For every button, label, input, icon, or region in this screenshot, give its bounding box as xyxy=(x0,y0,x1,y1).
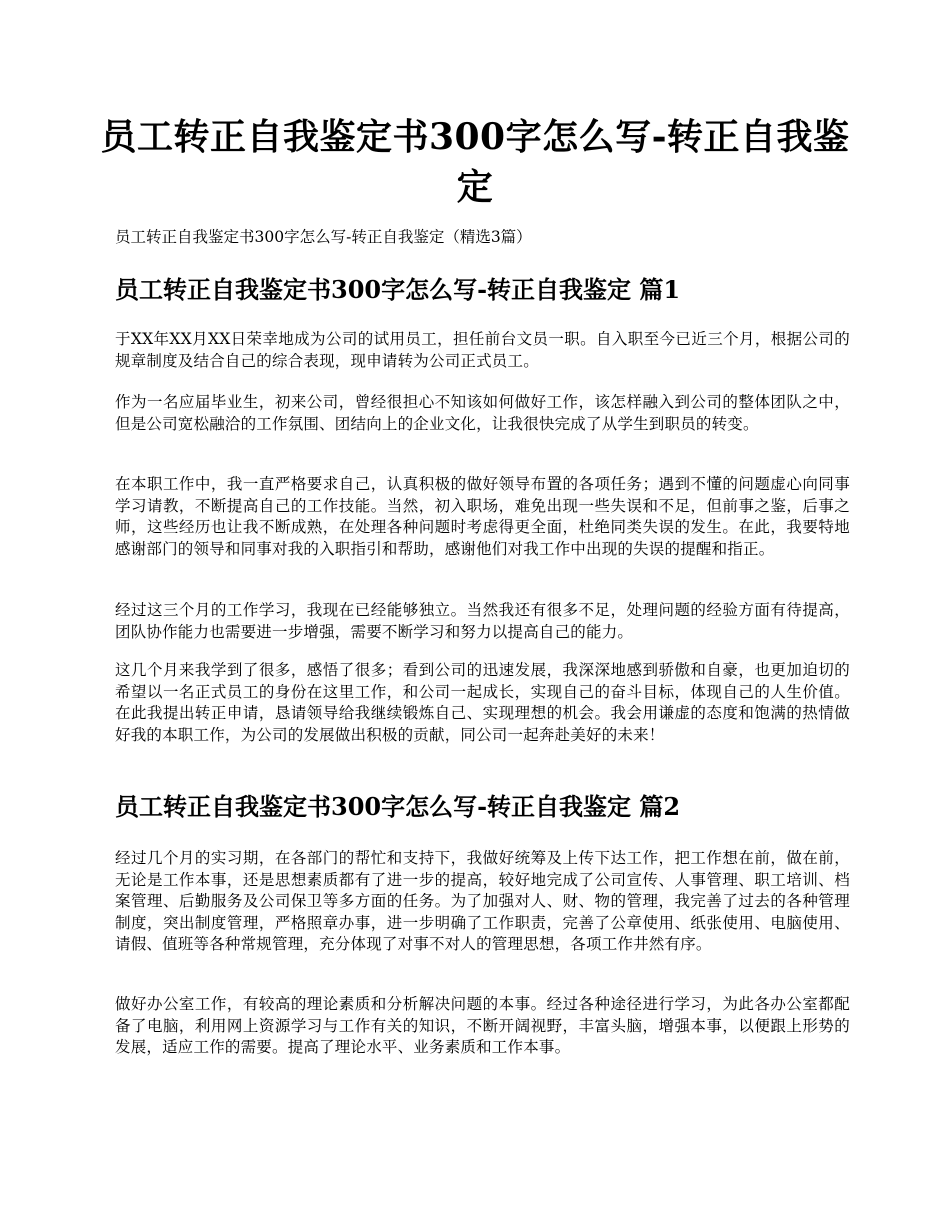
section-2-paragraph-1: 经过几个月的实习期，在各部门的帮忙和支持下，我做好统筹及上传下达工作，把工作想在前，做在前，无论是工作本事，还是思想素质都有了进一步的提高，较好地完成了公司宣传、人事管理、职工培训、档案管理、后勤服务及公司保卫等多方面的任务。为了加强对人、财、物的管理，我完善了过去的各种管理制度，突出制度管理，严格照章办事，进一步明确了工作职责，完善了公章使用、纸张使用、电脑使用、请假、值班等各种常规管理，充分体现了对事不对人的管理思想，各项工作井然有序。 xyxy=(115,849,850,953)
document-intro: 员工转正自我鉴定书300字怎么写-转正自我鉴定（精选3篇） xyxy=(115,228,532,246)
section-1-paragraph-4: 经过这三个月的工作学习，我现在已经能够独立。当然我还有很多不足，处理问题的经验方面有待提高，团队协作能力也需要进一步增强，需要不断学习和努力以提高自己的能力。 xyxy=(115,601,850,641)
document-title: 员工转正自我鉴定书300字怎么写-转正自我鉴定 xyxy=(100,116,850,208)
section-1-paragraph-1: 于XX年XX月XX日荣幸地成为公司的试用员工，担任前台文员一职。自入职至今已近三个月，根据公司的规章制度及结合自己的综合表现，现申请转为公司正式员工。 xyxy=(115,330,850,370)
section-heading-2: 员工转正自我鉴定书300字怎么写-转正自我鉴定 篇2 xyxy=(115,792,681,821)
section-1-paragraph-5: 这几个月来我学到了很多，感悟了很多；看到公司的迅速发展，我深深地感到骄傲和自豪，也更加迫切的希望以一名正式员工的身份在这里工作，和公司一起成长，实现自己的奋斗目标，体现自己的人生价值。在此我提出转正申请，恳请领导给我继续锻炼自己、实现理想的机会。我会用谦虚的态度和饱满的热情做好我的本职工作，为公司的发展做出积极的贡献，同公司一起奔赴美好的未来！ xyxy=(115,661,850,744)
section-1-paragraph-2: 作为一名应届毕业生，初来公司，曾经很担心不知该如何做好工作，该怎样融入到公司的整体团队之中，但是公司宽松融洽的工作氛围、团结向上的企业文化，让我很快完成了从学生到职员的转变。 xyxy=(115,393,850,433)
section-1-paragraph-3: 在本职工作中，我一直严格要求自己，认真积极的做好领导布置的各项任务；遇到不懂的问题虚心向同事学习请教，不断提高自己的工作技能。当然，初入职场，难免出现一些失误和不足，但前事之鉴，后事之师，这些经历也让我不断成熟，在处理各种问题时考虑得更全面，杜绝同类失误的发生。在此，我要特地感谢部门的领导和同事对我的入职指引和帮助，感谢他们对我工作中出现的失误的提醒和指正。 xyxy=(115,475,850,558)
section-2-paragraph-2: 做好办公室工作，有较高的理论素质和分析解决问题的本事。经过各种途径进行学习，为此各办公室都配备了电脑，利用网上资源学习与工作有关的知识，不断开阔视野，丰富头脑，增强本事，以便跟上形势的发展，适应工作的需要。提高了理论水平、业务素质和工作本事。 xyxy=(115,995,850,1056)
section-heading-1: 员工转正自我鉴定书300字怎么写-转正自我鉴定 篇1 xyxy=(115,275,681,304)
